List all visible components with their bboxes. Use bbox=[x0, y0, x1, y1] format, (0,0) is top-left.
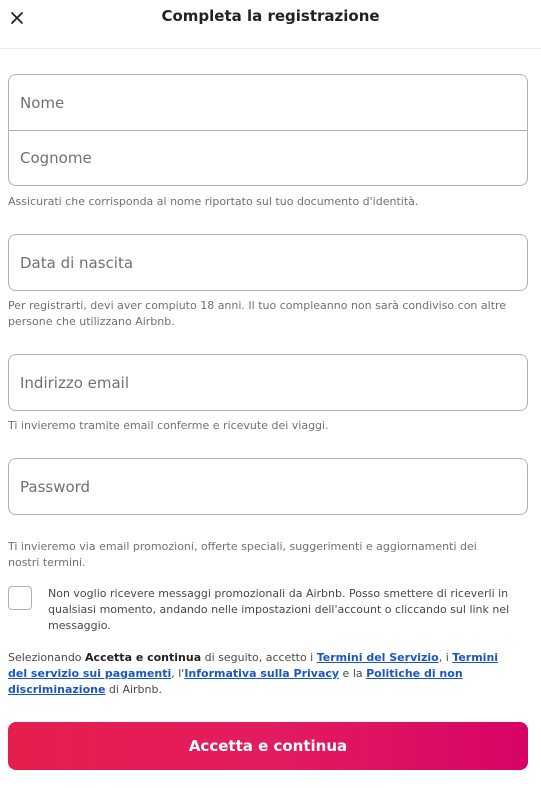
password-field[interactable] bbox=[9, 459, 527, 514]
terms-action-name: Accetta e continua bbox=[85, 651, 202, 664]
email-placeholder: Indirizzo email bbox=[20, 373, 130, 392]
name-hint: Assicurati che corrisponda al nome riportato sul tuo documento d'identità. bbox=[8, 195, 419, 208]
birthdate-hint: Per registrarti, devi aver compiuto 18 anni. Il tuo compleanno non sarà condiviso con altre persone che utilizzano Airbnb. bbox=[8, 299, 507, 328]
password-field-group bbox=[8, 458, 528, 515]
terms-sep-3: e la bbox=[339, 667, 367, 680]
terms-sep-1: , i bbox=[438, 651, 453, 664]
terms-of-service-link[interactable]: Termini del Servizio bbox=[316, 651, 439, 664]
accept-continue-button[interactable]: Accetta e continua bbox=[8, 722, 528, 770]
marketing-notice: Ti invieremo via email promozioni, offerte speciali, suggerimenti e aggiornamenti dei nostri termini. bbox=[8, 540, 477, 569]
privacy-policy-link[interactable]: Informativa sulla Privacy bbox=[184, 667, 340, 680]
payments-terms-link[interactable]: Termini del servizio sui pagamenti bbox=[8, 651, 499, 680]
first-name-field[interactable] bbox=[9, 75, 527, 130]
marketing-opt-out-checkbox[interactable] bbox=[8, 586, 32, 610]
header bbox=[0, 0, 541, 49]
terms-prefix: Selezionando bbox=[8, 651, 86, 664]
name-field-group bbox=[8, 74, 528, 186]
marketing-opt-out-label: Non voglio ricevere messaggi promozionali da Airbnb. Posso smettere di riceverli in qualsiasi momento, andando nelle impostazioni dell'account o cliccando sul link nel messaggio. bbox=[48, 587, 510, 632]
birthdate-field[interactable] bbox=[9, 235, 527, 290]
password-placeholder: Password bbox=[20, 477, 91, 496]
email-field-group bbox=[8, 354, 528, 411]
terms-suffix: di Airbnb. bbox=[105, 683, 162, 696]
last-name-field[interactable] bbox=[9, 130, 527, 185]
email-hint: Ti invieremo tramite email conferme e ricevute dei viaggi. bbox=[8, 419, 329, 432]
terms-middle: di seguito, accetto i bbox=[201, 651, 317, 664]
email-field[interactable] bbox=[9, 355, 527, 410]
birthdate-placeholder: Data di nascita bbox=[20, 253, 134, 272]
last-name-placeholder: Cognome bbox=[20, 149, 92, 167]
birthdate-field-group bbox=[8, 234, 528, 291]
terms-sep-2: , l' bbox=[171, 667, 185, 680]
terms-text bbox=[8, 650, 513, 698]
nondiscrimination-policy-link[interactable]: Politiche di non discriminazione bbox=[8, 667, 463, 696]
first-name-placeholder: Nome bbox=[20, 93, 65, 112]
page-title: Completa la registrazione bbox=[161, 7, 380, 25]
